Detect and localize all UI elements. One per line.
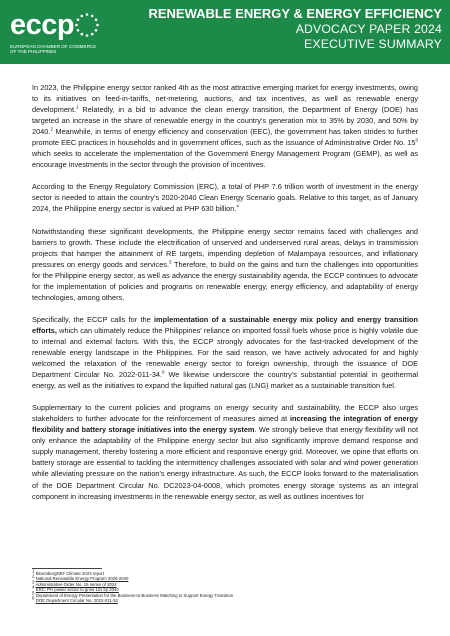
logo-subtitle-line2: OF THE PHILIPPINES [10,49,57,55]
footnote-link: National Renewable Energy Program 2020-2040 [35,576,129,582]
header-title-line3: EXECUTIVE SUMMARY [304,37,442,51]
page-header [0,0,450,64]
paragraph-text: Relatedly, in a bid to advance the clean energy transition, the Department of Energy (DOE) has targeted an increase in the share of renewable energy in the country's generation mix to 35% by 2030, and 50% by 2040. [32,105,418,137]
footnote-item[interactable]: $^3$ Administrative Order No. 15 series of 2024 [32,579,117,587]
paragraph-4 [32,314,418,391]
logo-wordmark: eccp [10,9,75,41]
paragraph-text: which can ultimately reduce the Philippines' reliance on imported fossil fuels whose price is highly volatile due to internal and external factors. With this, the ECCP strongly advocates for the fast-tracked development of the renewable energy landscape in the Philippines. For the said reason, we have actively advocated for and highly welcomed the relaxation of the renewable energy sector to foreign ownership, through the issuance of DOE Department Circular No. 2022-011-34. [32,325,418,380]
eccp-logo [10,8,102,58]
paragraph-text: Notwithstanding these significant developments, the Philippine energy sector remains faced with challenges and barriers to growth. These include the electrification of unserved and underserved rural areas, delays in transmission projects that hamper the attainment of RE targets, impending depletion of Malampaya resources, and inflationary pressures on energy goods and services. [32,226,418,269]
paragraph-text: which seeks to accelerate the implementation of the Government Energy Management Program (GEMP), as well as encourage investments in the sector through the provision of incentives. [32,149,418,170]
footnote-ref: 5 [169,259,172,265]
footnote-ref: 2 [50,126,53,132]
paragraph-3 [32,226,418,303]
paragraph-5 [32,402,418,501]
paragraph-text: Supplementary to the current policies and programs on energy security and sustainability, the ECCP also urges stakeholders to further advocate for the reinforcement of measures aimed at [32,403,418,424]
body-content [32,82,418,513]
paragraph-text: According to the Energy Regulatory Commission (ERC), a total of PHP 7.6 trillion worth of investment in the energy sector is needed to attain the country's 2020-2040 Clean Energy Scenario goals. Relative to this target, as of January 2024, the Philippine energy sector is valued at PHP 630 billion. [32,182,418,214]
paragraph-text: Specifically, the ECCP calls for the [32,314,155,324]
footnote-ref: 1 [76,104,79,110]
footnote-item[interactable]: $^4$ ERC: PH power sector to grow 12x by 2040 [32,584,119,593]
paragraph-text: We likewise underscore the country's substantial potential in geothermal energy, as well as the initiatives to expand the liquified natural gas (LNG) market as a sustainable transition fuel. [32,370,418,391]
paragraph-text: . We strongly believe that energy flexibility will not only enhance the adaptability of the Philippine energy sector but also significantly improve demand response and supply management, thereby fostering a more efficient and responsive energy grid. Moreover, we opine that efforts on battery storage are essential to tackling the intermittency challenges associated with solar and wind power generation while alleviating pressure on the nation's energy infrastructure. As such, the ECCP looks forward to the materialisation of the DOE Department Circular No. DC2023-04-0008, which promotes energy storage systems as an integral component in increasing investments in the renewable energy sector, as well as outlines incentives for [32,425,418,501]
paragraph-text: In 2023, the Philippine energy sector ranked 4th as the most attractive emerging market for energy investments, owing to its initiatives on feed-in-tariffs, net-metering, auctions, and tax incentives, as well as renewable energy development. [32,83,418,115]
footnote-link: ERC: PH power sector to grow 12x by 2040 [35,587,119,593]
header-title-line2: ADVOCACY PAPER 2024 [295,22,442,36]
footnotes [32,568,418,603]
paragraph-1 [32,82,418,170]
logo-subtitle [10,44,96,55]
footnote-item[interactable]: $^6$ DOE Department Circular No. 2022-011-34 [32,595,118,604]
logo-subtitle-line1: EUROPEAN CHAMBER OF COMMERCE [10,44,97,49]
paragraph-text: Therefore, to build on the gains and turn the challenges into opportunities for the Philippine energy sector, as well as advance the energy sustainability agenda, the ECCP continues to advocate for the implementation of policies and programs on renewable energy, energy efficiency, and adaptability of energy technologies, among others. [32,259,418,302]
paragraph-2 [32,181,418,214]
footnote-item: $^1$ BloombergNEF Climate 2023 report [32,568,105,576]
paragraph-emphasis: implementation of a sustainable energy mix policy and energy transition efforts, [32,314,418,335]
footnote-link: DOE Department Circular No. 2022-011-34 [35,598,118,604]
eu-stars-icon [74,12,100,38]
header-title-line1: RENEWABLE ENERGY & ENERGY EFFICIENCY [148,6,442,21]
footnote-ref: 6 [162,369,165,375]
paragraph-text: Meanwhile, in terms of energy efficiency and conservation (EEC), the government has taken strides to further promote EEC practices in households and in government offices, such as the issuance of Administrative Order No. 15 [32,127,418,148]
footnote-divider [32,568,102,569]
footnote-item: $^5$ Department of Energy Presentation for the Business-to-Business Matching to Support Energy Transition [32,590,234,598]
paragraph-emphasis: increasing the integration of energy flexibility and battery storage initiatives into the energy system [32,414,418,435]
footnote-link: Administrative Order No. 15 series of 2024 [35,581,117,587]
footnote-ref: 3 [415,137,418,143]
footnote-ref: 4 [236,204,239,210]
footnote-item[interactable]: $^2$ National Renewable Energy Program 2020-2040 [32,573,129,582]
header-titles [148,6,442,52]
